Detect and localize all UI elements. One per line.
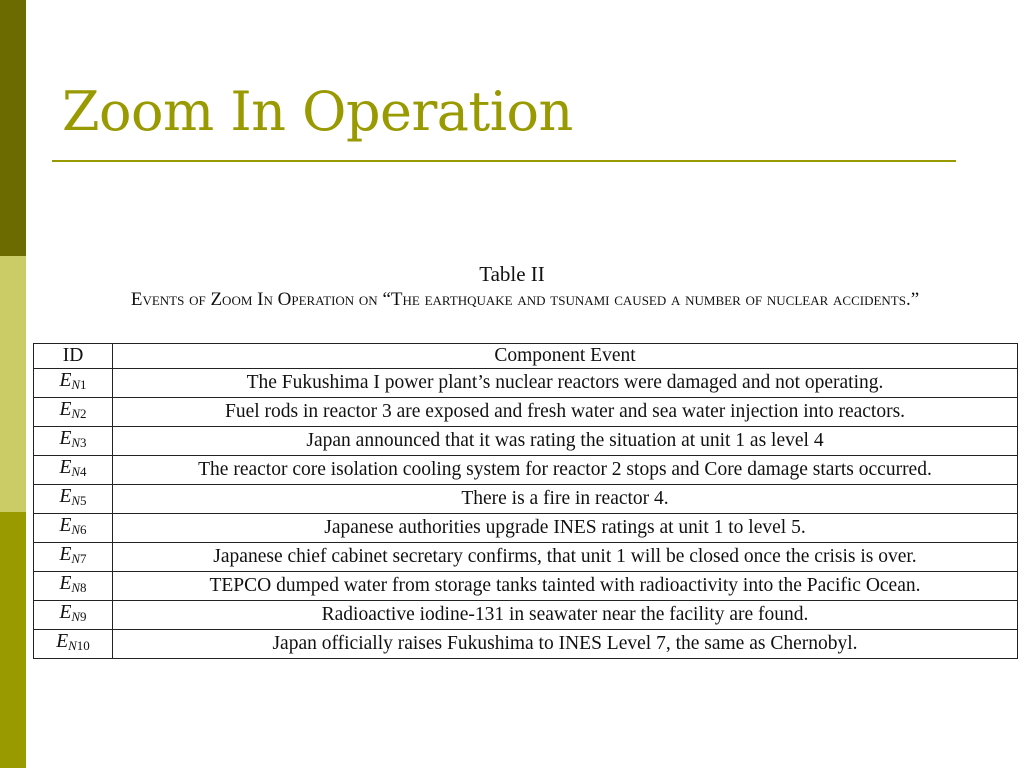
event-id-cell [34,601,113,630]
slide-title: Zoom In Operation [62,80,573,143]
event-id-sub-letter: N [71,522,81,537]
event-id-cell [34,572,113,601]
event-id-cell [34,369,113,398]
event-description: Radioactive iodine-131 in seawater near the facility are found. [113,601,1018,630]
event-id-cell [34,543,113,572]
event-id-cell [34,630,113,659]
event-description: Japanese chief cabinet secretary confirms, that unit 1 will be closed once the crisis is over. [113,543,1018,572]
table-row [34,543,1018,572]
event-id-sub-letter: N [71,464,81,479]
events-table [33,343,1018,659]
event-id [56,631,90,652]
event-id [59,486,86,507]
event-id-base: E [59,573,72,594]
decorative-stripe-bottom [0,512,26,768]
event-id-cell [34,456,113,485]
table-row [34,572,1018,601]
title-underline [52,160,956,162]
event-id [59,399,86,420]
decorative-stripe-middle [0,256,26,512]
event-id [59,457,86,478]
decorative-stripe-top [0,0,26,256]
table-row [34,514,1018,543]
table-row [34,427,1018,456]
event-id-sub-number: 6 [80,522,87,537]
event-id-sub-number: 2 [80,406,87,421]
event-description: Fuel rods in reactor 3 are exposed and fresh water and sea water injection into reactors. [113,398,1018,427]
event-id-cell [34,398,113,427]
table-row [34,485,1018,514]
event-id-sub-number: 7 [80,551,87,566]
event-id-sub-number: 9 [80,609,87,624]
event-description: The reactor core isolation cooling system for reactor 2 stops and Core damage starts occurred. [113,456,1018,485]
event-id-sub-number: 1 [80,377,87,392]
event-id-base: E [59,428,72,449]
event-id-base: E [59,457,72,478]
event-id-base: E [59,602,72,623]
event-id-base: E [59,370,72,391]
event-id-sub-letter: N [71,551,81,566]
event-id-sub-number: 5 [80,493,87,508]
table-row [34,601,1018,630]
table-row [34,369,1018,398]
event-id-base: E [56,631,69,652]
event-description: Japan announced that it was rating the situation at unit 1 as level 4 [113,427,1018,456]
header-id: ID [34,344,113,369]
event-id-base: E [59,544,72,565]
event-id-sub-letter: N [71,377,81,392]
event-id-sub-number: 3 [80,435,87,450]
event-id-sub-letter: N [71,435,81,450]
header-component-event: Component Event [113,344,1018,369]
event-id-sub-number: 10 [76,638,90,653]
event-id [59,428,86,449]
table-header-row [34,344,1018,369]
event-id [59,573,86,594]
event-id-base: E [59,486,72,507]
table-caption-text: Events of Zoom In Operation on “The earthquake and tsunami caused a number of nuclear accidents.” [130,289,920,310]
event-id-base: E [59,515,72,536]
event-description: There is a fire in reactor 4. [113,485,1018,514]
event-id-sub-number: 4 [80,464,87,479]
event-id-sub-letter: N [71,580,81,595]
event-id-cell [34,427,113,456]
event-id [59,602,86,623]
event-id [59,515,86,536]
event-description: Japan officially raises Fukushima to INES Level 7, the same as Chernobyl. [113,630,1018,659]
event-id [59,544,86,565]
event-id-sub-letter: N [71,406,81,421]
event-id-cell [34,485,113,514]
event-id [59,370,86,391]
event-id-sub-letter: N [71,493,81,508]
table-row [34,456,1018,485]
event-id-sub-number: 8 [80,580,87,595]
event-id-sub-letter: N [71,609,81,624]
table-row [34,630,1018,659]
table-row [34,398,1018,427]
table-caption-number: Table II [479,262,545,286]
event-id-cell [34,514,113,543]
event-description: Japanese authorities upgrade INES ratings at unit 1 to level 5. [113,514,1018,543]
event-description: TEPCO dumped water from storage tanks tainted with radioactivity into the Pacific Ocean. [113,572,1018,601]
event-id-base: E [59,399,72,420]
event-description: The Fukushima I power plant’s nuclear reactors were damaged and not operating. [113,369,1018,398]
event-id-sub-letter: N [68,638,77,653]
